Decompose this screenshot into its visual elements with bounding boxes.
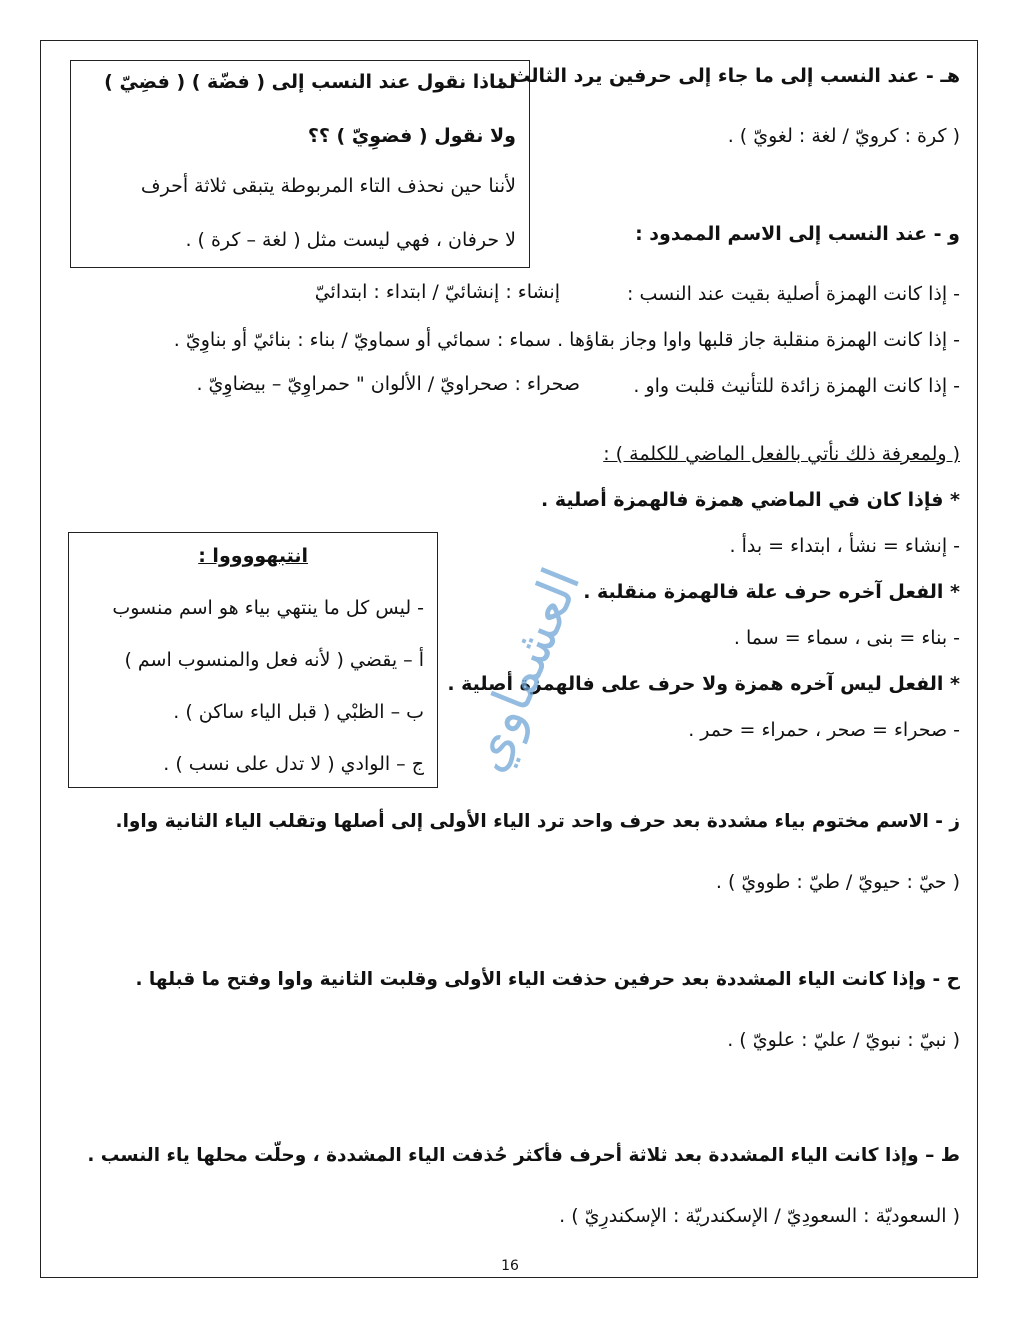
section-h-title: هـ - عند النسب إلى ما جاء إلى حرفين يرد الثالث . — [497, 65, 960, 87]
star1: * فإذا كان في الماضي همزة فالهمزة أصلية . — [541, 489, 960, 511]
star3-example: - صحراء = صحر ، حمراء = حمر . — [688, 719, 960, 741]
box2-line1: - ليس كل ما ينتهي بياء هو اسم منسوب — [112, 597, 424, 619]
box1-line3: لأننا حين نحذف التاء المربوطة يتبقى ثلاثة أحرف — [140, 175, 516, 197]
section-w-line3-example: صحراء : صحراويّ / الألوان " حمراوِيّ – بيضاوِيّ . — [196, 373, 580, 395]
section-h-example: ( كرة : كرويّ / لغة : لغويّ ) . — [727, 125, 960, 147]
star3: * الفعل ليس آخره همزة ولا حرف على فالهمزة أصلية . — [447, 673, 960, 695]
box1-line2: ولا نقول ( فضوِيّ ) ؟؟ — [307, 125, 516, 147]
watermark: العشماوي — [456, 559, 593, 781]
section-z-title: ز - الاسم مختوم بياء مشددة بعد حرف واحد ترد الياء الأولى إلى أصلها وتقلب الياء الثانية واوا. — [115, 811, 960, 832]
star2: * الفعل آخره حرف علة فالهمزة منقلبة . — [583, 581, 960, 603]
section-z-example: ( حيّ : حيويّ / طيّ : طوويّ ) . — [715, 871, 960, 893]
page-number: 16 — [501, 1258, 519, 1274]
box1-line4: لا حرفان ، فهي ليست مثل ( لغة – كرة ) . — [185, 229, 516, 251]
know-title: ( ولمعرفة ذلك نأتي بالفعل الماضي للكلمة ) : — [603, 443, 960, 465]
section-t-title: ط – وإذا كانت الياء المشددة بعد ثلاثة أحرف فأكثر حُذفت الياء المشددة ، وحلّت محلها ياء النسب . — [87, 1145, 960, 1166]
section-w-line1: - إذا كانت الهمزة أصلية بقيت عند النسب : — [627, 283, 960, 305]
section-w-line1-example: إنشاء : إنشائيّ / ابتداء : ابتدائيّ — [314, 281, 560, 303]
section-t-example: ( السعوديّة : السعودِيّ / الإسكندريّة : الإسكندرِيّ ) . — [559, 1205, 960, 1227]
section-ha-example: ( نبيّ : نبويّ / عليّ : علويّ ) . — [727, 1029, 960, 1051]
box1-line1: لماذا نقول عند النسب إلى ( فضّة ) ( فضِيّ ) — [104, 71, 516, 93]
section-w-line3: - إذا كانت الهمزة زائدة للتأنيث قلبت واو . — [633, 375, 960, 397]
box2-line4: ج – الوادي ( لا تدل على نسب ) . — [163, 753, 424, 775]
box2-line3: ب – الظبْي ( قبل الياء ساكن ) . — [173, 701, 424, 723]
star2-example: - بناء = بنى ، سماء = سما . — [733, 627, 960, 649]
box2-title: انتبهووووا : — [198, 545, 308, 567]
section-w-line2: - إذا كانت الهمزة منقلبة جاز قلبها واوا وجاز بقاؤها . سماء : سمائي أو سماويّ / بناء : بنائيّ أو بناوِيّ . — [173, 329, 960, 351]
box2-line2: أ – يقضي ( لأنه فعل والمنسوب اسم ) — [124, 649, 424, 671]
star1-example: - إنشاء = نشأ ، ابتداء = بدأ . — [729, 535, 960, 557]
section-w-title: و - عند النسب إلى الاسم الممدود : — [635, 223, 960, 245]
section-ha-title: ح - وإذا كانت الياء المشددة بعد حرفين حذفت الياء الأولى وقلبت الثانية واوا وفتح ما قبلها . — [135, 969, 960, 990]
